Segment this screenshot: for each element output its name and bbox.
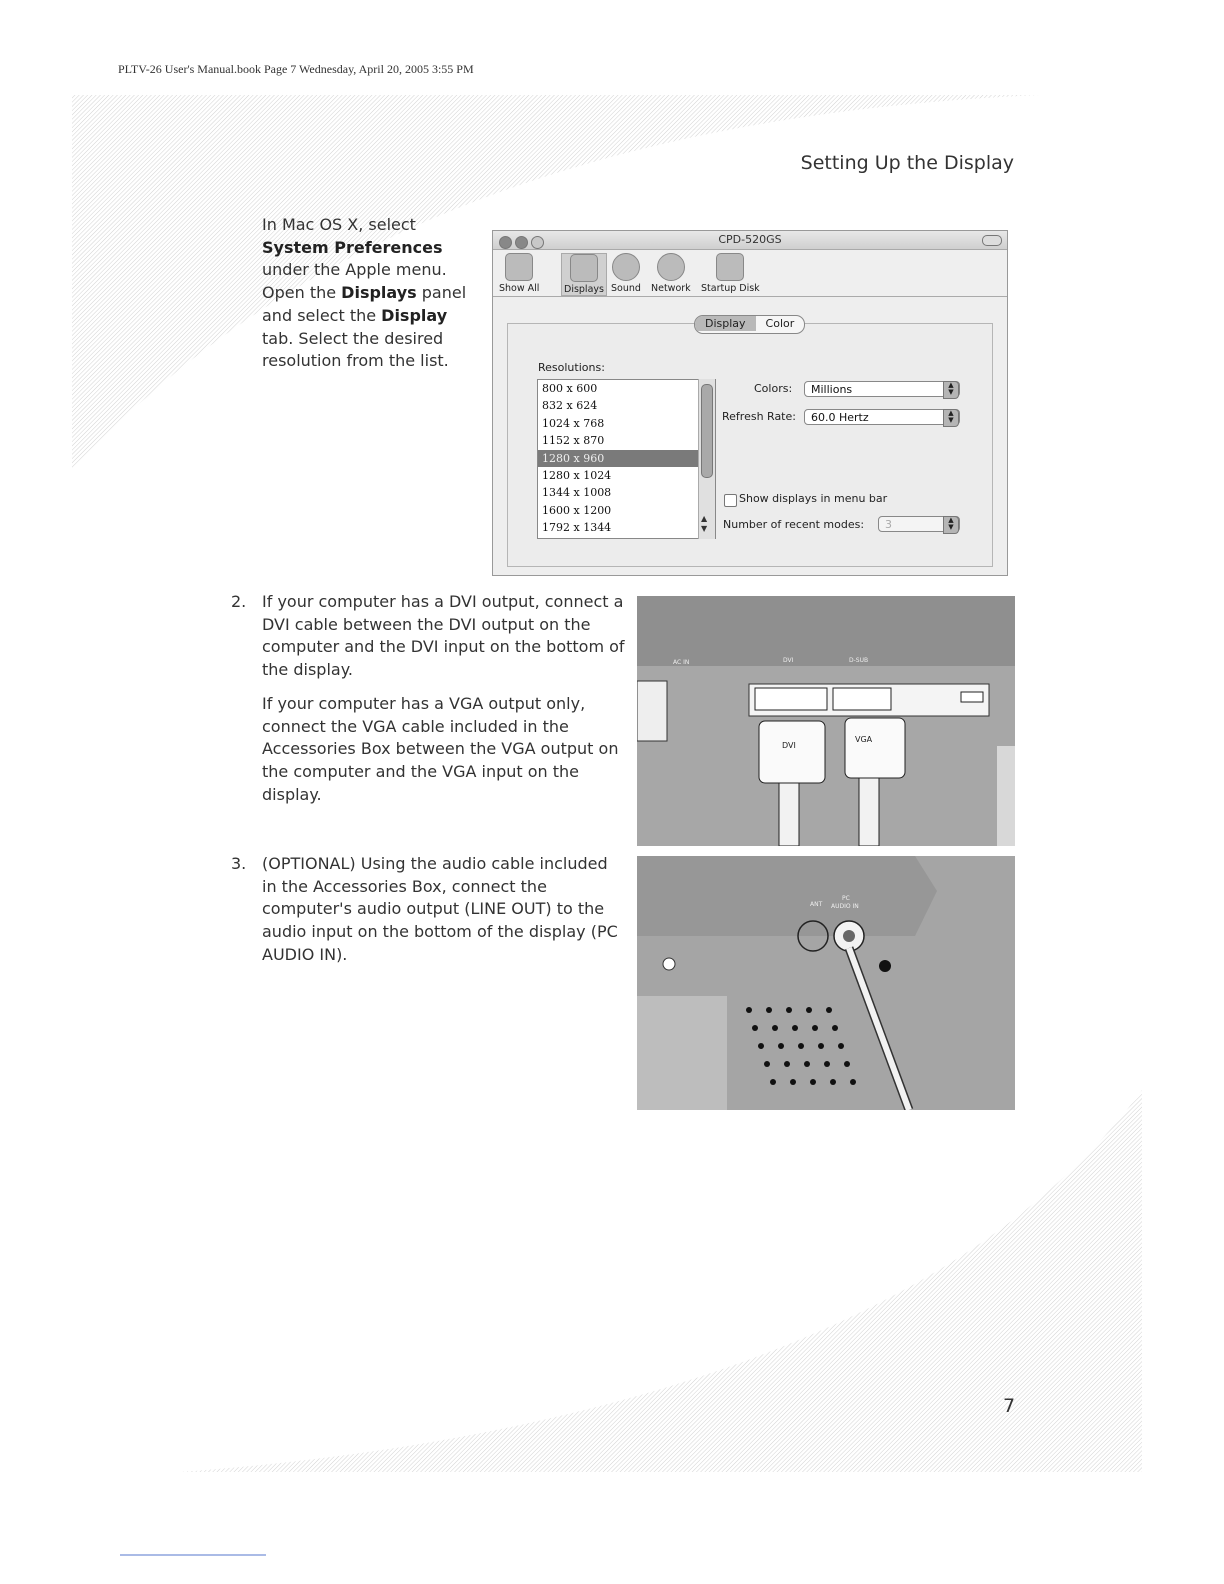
toolbar-network[interactable] — [651, 253, 691, 294]
toolbar-toggle-icon[interactable] — [982, 235, 1002, 246]
resolution-item[interactable]: 1024 x 768 — [542, 416, 605, 430]
audio-illustration — [637, 856, 1015, 1110]
tab-display[interactable]: Display — [695, 316, 756, 331]
intro-paragraph — [262, 214, 472, 373]
page-number: 7 — [1003, 1395, 1016, 1417]
globe-icon — [657, 253, 685, 281]
book-file-header: PLTV-26 User's Manual.book Page 7 Wednesday, April 20, 2005 3:55 PM — [118, 62, 474, 76]
ac-in-label: AC IN — [673, 659, 690, 666]
popup-stepper-icon: ▲ ▼ — [943, 516, 959, 534]
colors-popup[interactable] — [804, 381, 960, 397]
recent-modes-label: Number of recent modes: — [723, 518, 865, 531]
intro-text: tab. Select the desired resolution from the list. — [262, 328, 449, 371]
resolution-item[interactable]: 1280 x 1024 — [542, 468, 612, 482]
resolution-item[interactable]: 832 x 624 — [542, 399, 598, 413]
toolbar-label: Startup Disk — [701, 283, 760, 294]
step-number: 2. — [231, 592, 247, 611]
step-2-paragraph-2: If your computer has a VGA output only, connect the VGA cable included in the Accessories Box between the VGA output on the computer and the VGA input on the display. — [262, 693, 619, 804]
display-panel — [507, 317, 993, 567]
toolbar-label: Displays — [564, 284, 604, 295]
vga-plug-label: VGA — [855, 735, 873, 744]
dvi-vga-illustration — [637, 596, 1015, 846]
toolbar-label: Sound — [611, 283, 641, 294]
colors-value: Millions — [811, 383, 853, 396]
system-preferences-window — [492, 230, 1008, 576]
dvi-port-label: DVI — [783, 657, 794, 664]
popup-stepper-icon: ▲ ▼ — [943, 409, 959, 427]
intro-bold-displays: Displays — [341, 283, 417, 303]
resolution-item[interactable]: 1152 x 870 — [542, 434, 605, 448]
ant-label: ANT — [810, 901, 823, 908]
recent-modes-value: 3 — [885, 518, 892, 531]
show-displays-label: Show displays in menu bar — [739, 492, 888, 505]
colors-label: Colors: — [754, 382, 793, 395]
step-number: 3. — [231, 854, 247, 873]
speaker-icon — [612, 253, 640, 281]
window-titlebar — [493, 231, 1007, 250]
monitor-icon — [570, 254, 598, 282]
resolution-item-selected[interactable]: 1280 x 960 — [538, 450, 715, 467]
recent-modes-popup[interactable] — [878, 516, 960, 532]
intro-bold-display: Display — [381, 305, 448, 325]
page-title: Setting Up the Display — [800, 152, 1014, 174]
disk-icon — [716, 253, 744, 281]
intro-text: panel and select the — [262, 283, 467, 325]
prefs-toolbar — [493, 250, 1007, 297]
apple-grid-icon — [505, 253, 533, 281]
toolbar-startup-disk[interactable] — [701, 253, 760, 294]
resolution-item[interactable]: 1344 x 1008 — [542, 486, 612, 500]
resolution-item[interactable]: 800 x 600 — [542, 382, 598, 395]
show-displays-checkbox[interactable] — [724, 494, 737, 507]
scroll-arrows-icon[interactable]: ▲ ▼ — [701, 514, 708, 533]
tab-color[interactable]: Color — [765, 317, 795, 330]
window-title: CPD-520GS — [718, 233, 782, 246]
step-2-paragraph-1: If your computer has a DVI output, connect a DVI cable between the DVI output on the computer and the DVI input on the bottom of the display. — [262, 592, 625, 680]
step-2 — [231, 591, 627, 817]
popup-stepper-icon: ▲ ▼ — [943, 381, 959, 399]
tab-segmented-control — [694, 315, 805, 334]
dvi-vga-connection-photo — [637, 596, 1015, 846]
dvi-plug-label: DVI — [782, 741, 796, 750]
intro-bold-system-preferences: System Preferences — [262, 237, 443, 257]
refresh-rate-value: 60.0 Hertz — [811, 411, 869, 424]
step-3 — [231, 853, 627, 967]
toolbar-show-all[interactable] — [499, 253, 539, 294]
scrollbar-thumb[interactable] — [701, 384, 713, 478]
intro-text: under the Apple menu. Open the — [262, 260, 447, 303]
pc-audio-label-1: PC — [842, 895, 850, 902]
intro-text: In Mac OS X, select — [262, 215, 416, 234]
toolbar-displays[interactable] — [561, 253, 607, 296]
dsub-port-label: D-SUB — [849, 657, 869, 664]
refresh-rate-label: Refresh Rate: — [722, 410, 796, 423]
resolutions-list[interactable] — [537, 379, 716, 539]
resolution-item[interactable]: 1792 x 1344 — [542, 521, 612, 535]
toolbar-label: Network — [651, 283, 691, 294]
toolbar-sound[interactable] — [611, 253, 641, 294]
step-3-paragraph: (OPTIONAL) Using the audio cable included in the Accessories Box, connect the computer's audio output (LINE OUT) to the audio input on the bottom of the display (PC AUDIO IN). — [262, 854, 618, 964]
audio-connection-photo — [637, 856, 1015, 1110]
toolbar-label: Show All — [499, 283, 540, 294]
pc-audio-label-2: AUDIO IN — [831, 903, 859, 910]
refresh-rate-popup[interactable] — [804, 409, 960, 425]
resolution-item[interactable]: 1600 x 1200 — [542, 503, 612, 517]
resolutions-label: Resolutions: — [538, 361, 605, 374]
